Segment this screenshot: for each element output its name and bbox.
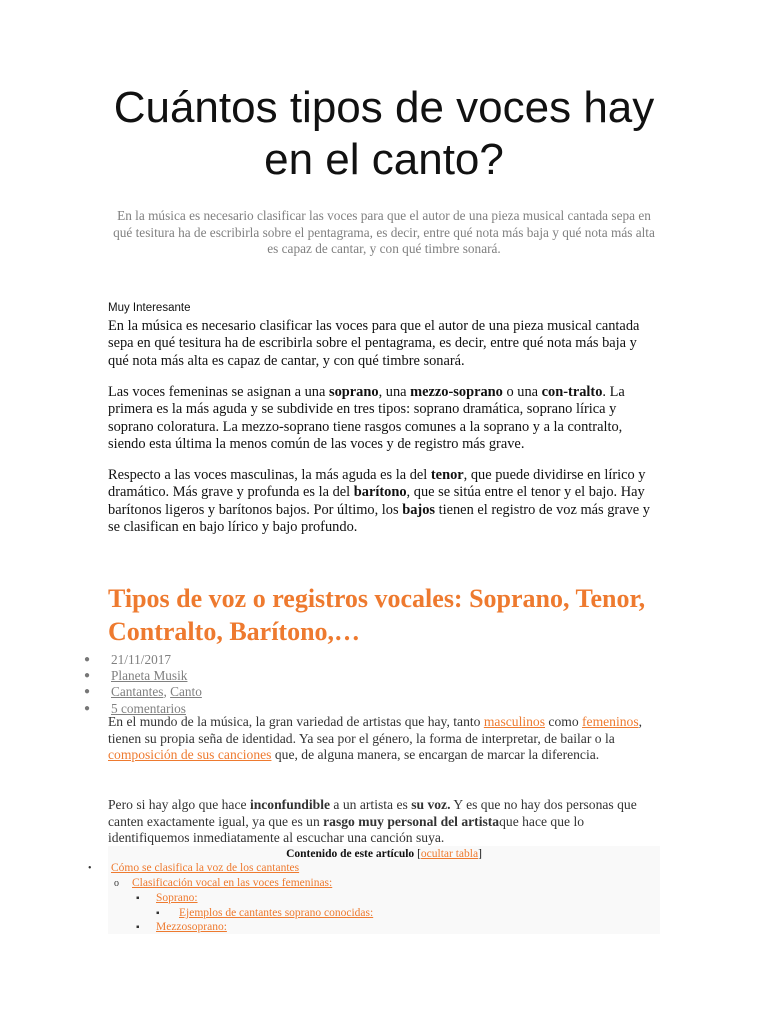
text: Y es que no hay dos personas que canten exactamente igual, ya que es un — [108, 797, 637, 829]
meta-categories — [84, 684, 684, 700]
meta-author — [84, 668, 684, 684]
text: a un artista es — [330, 797, 412, 812]
meta-date — [84, 652, 684, 668]
text: Las voces femeninas se asignan a una — [108, 384, 329, 400]
section-heading: Tipos de voz o registros vocales: Soprano, Tenor, Contralto, Barítono,… — [108, 584, 646, 646]
text: . La primera es la más aguda y se subdivide en tres tipos: soprano dramática, soprano lírica y soprano coloratura. La mezzo-soprano tiene rasgos comunes a la soprano y a la contralto, siendo esta última la menos común de las voces y de registro más grave. — [108, 384, 625, 453]
toc-square-icon: ▪ — [136, 893, 140, 904]
male-voices-paragraph — [108, 467, 660, 537]
text: que hace que lo identifiquemos inmediatamente al escuchar una canción suya. — [108, 813, 585, 846]
lead-summary: En la música es necesario clasificar las voces para que el autor de una pieza musical cantada sepa en qué tesitura ha de escribirla sobre el pentagrama, es decir, entre qué nota más baja y qué nota más alta es capaz de cantar, y con qué timbre sonará. — [113, 208, 655, 256]
bullet-icon: ● — [84, 686, 91, 698]
toc-circle-icon: o — [114, 878, 119, 889]
toc-header — [108, 847, 660, 861]
text: o una — [502, 384, 542, 400]
link-composicion[interactable]: composición de sus canciones — [108, 747, 272, 763]
toc-item-femeninas[interactable]: Clasificación vocal en las voces femeninas: — [132, 877, 333, 889]
toc-square-icon: ▪ — [136, 922, 140, 933]
text: Respecto a las voces masculinas, la más aguda es la del — [108, 467, 431, 483]
intro-paragraph: En la música es necesario clasificar las voces para que el autor de una pieza musical cantada sepa en qué tesitura ha de escribirla sobre el pentagrama, es decir, entre qué nota más baja y qué nota más alta es capaz de cantar, y con qué timbre sonará. — [108, 318, 640, 369]
text: tienen el registro de voz más grave y se clasifican en bajo lírico y bajo profundo. — [108, 501, 650, 536]
bullet-icon: ● — [84, 702, 91, 714]
category-link-canto[interactable]: Canto — [170, 684, 202, 700]
page-title: Cuántos tipos de voces hay en el canto? — [113, 83, 655, 184]
female-voices-paragraph — [108, 384, 660, 454]
post-meta-list — [84, 652, 684, 717]
category-link-cantantes[interactable]: Cantantes — [111, 684, 164, 700]
bold-term: rasgo muy personal del artista — [323, 813, 500, 829]
toc-bracket: ] — [478, 848, 482, 860]
toc-bracket: [ — [414, 848, 421, 860]
text: que, de alguna manera, se encargan de marcar la diferencia. — [271, 747, 600, 763]
toc-title: Contenido de este artículo — [286, 848, 415, 860]
toc-item-soprano[interactable]: Soprano: — [156, 892, 198, 904]
text: , que se sitúa entre el tenor y el bajo. Hay barítonos ligeros y barítonos bajos. Por último, los — [108, 484, 645, 518]
text: como — [545, 714, 583, 729]
bullet-icon: ● — [84, 670, 91, 682]
term-tenor: tenor — [430, 467, 464, 483]
link-masculinos[interactable]: masculinos — [483, 714, 546, 729]
article-paragraph-1 — [108, 714, 660, 764]
term-contralto: con-tralto — [541, 384, 603, 400]
term-baritono: barítono — [353, 484, 407, 501]
bullet-icon: ● — [84, 654, 91, 665]
article-paragraph-2 — [108, 797, 660, 847]
toc-item-ejemplos-soprano[interactable]: Ejemplos de cantantes soprano conocidas: — [179, 907, 374, 919]
bold-term: inconfundible — [249, 797, 331, 812]
term-soprano: soprano — [328, 384, 379, 400]
date-text: 21/11/2017 — [111, 652, 172, 667]
source-label: Muy Interesante — [108, 302, 191, 314]
toc-square-icon: ▪ — [156, 908, 160, 919]
toc-toggle-link[interactable]: ocultar tabla — [420, 848, 479, 860]
toc-bullet-icon: • — [88, 863, 92, 874]
text: En el mundo de la música, la gran variedad de artistas que hay, tanto — [108, 714, 484, 729]
link-femeninos[interactable]: femeninos — [582, 714, 639, 729]
text: , una — [378, 384, 411, 400]
comments-link[interactable]: 5 comentarios — [111, 700, 186, 716]
text: , que puede dividirse en lírico y dramático. Más grave y profunda es la del — [108, 467, 646, 501]
text: , tienen su propia seña de identidad. Ya sea por el género, la forma de interpretar, de bailar o la — [108, 714, 643, 746]
author-link[interactable]: Planeta Musik — [111, 668, 188, 684]
bold-term: su voz. — [411, 797, 451, 812]
table-of-contents — [88, 846, 660, 934]
toc-item-mezzosoprano[interactable]: Mezzosoprano: — [156, 921, 227, 933]
text: Pero si hay algo que hace — [108, 797, 250, 812]
category-separator: , — [163, 684, 171, 700]
term-mezzo: mezzo-soprano — [410, 384, 503, 400]
term-bajos: bajos — [402, 501, 435, 518]
toc-item-clasifica[interactable]: Cómo se clasifica la voz de los cantantes — [111, 862, 300, 874]
